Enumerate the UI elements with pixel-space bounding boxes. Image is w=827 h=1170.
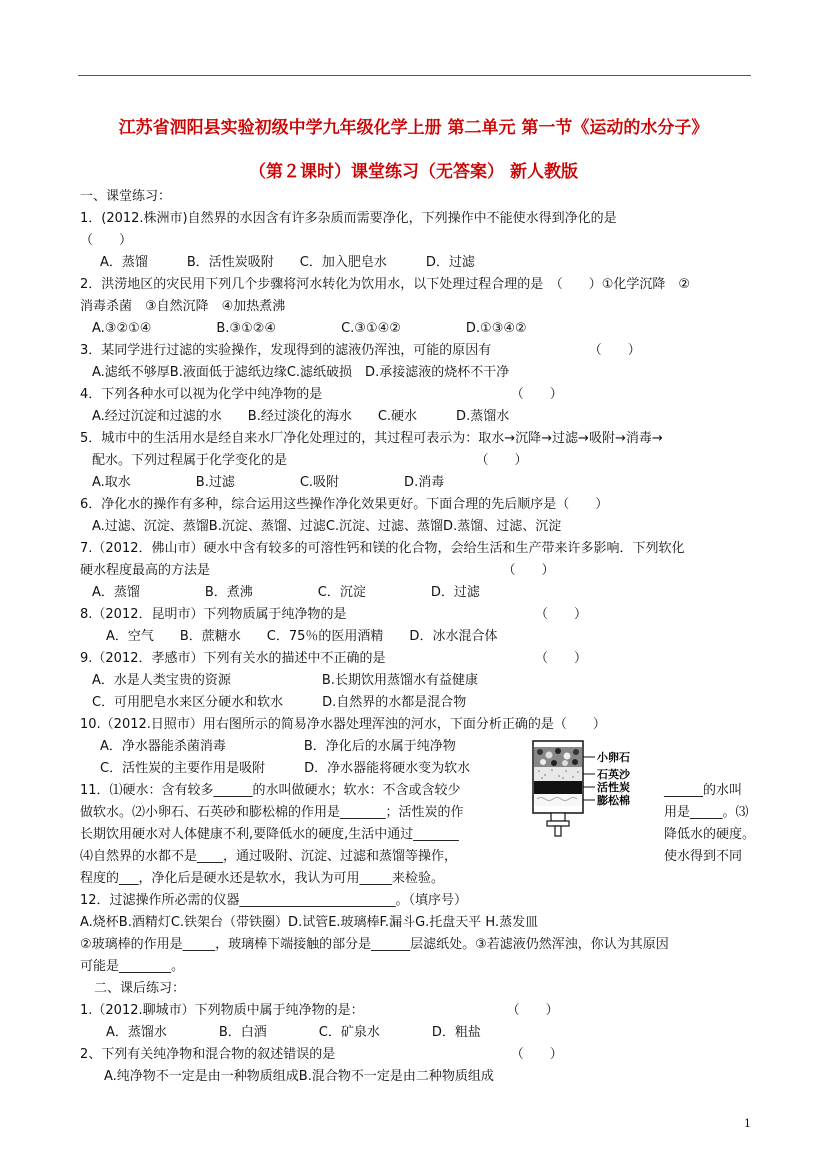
options: A.烧杯B.酒精灯C.铁架台（带铁圈）D.试管E.玻璃棒F.漏斗G.托盘天平 H.蒸发皿 — [80, 915, 539, 930]
question-12: 12．过滤操作所必需的仪器________________________。（填序号） — [80, 893, 468, 908]
question-11: 11．⑴硬水：含有较多______的水叫做硬水；软水：不含或含较少 — [80, 783, 461, 798]
question-7-cont: 硬水程度最高的方法是 （ ） — [80, 563, 555, 578]
options: A.滤纸不够厚B.液面低于滤纸边缘C.滤纸破损 D.承接滤液的烧杯不干净 — [92, 365, 510, 380]
options: A．水是人类宝贵的资源 B.长期饮用蒸馏水有益健康 — [92, 673, 478, 688]
question-2: 2．洪涝地区的灾民用下列几个步骤将河水转化为饮用水，以下处理过程合理的是 （ ）①化学沉降 ② — [80, 277, 691, 292]
section-heading-homework: 二、课后练习： — [94, 981, 186, 996]
homework-question-2: 2、下列有关纯净物和混合物的叙述错误的是 （ ） — [80, 1047, 563, 1062]
options: A.经过沉淀和过滤的水 B.经过淡化的海水 C.硬水 D.蒸馏水 — [92, 409, 510, 424]
options: A.纯净物不一定是由一种物质组成B.混合物不一定是由二种物质组成 — [104, 1069, 494, 1084]
page-number: 1 — [744, 1117, 751, 1130]
question-4: 4．下列各种水可以视为化学中纯净物的是 （ ） — [80, 387, 563, 402]
figure-label-cotton: 膨松棉 — [597, 794, 630, 807]
options: A．净水器能杀菌消毒 B．净化后的水属于纯净物 — [100, 739, 456, 754]
options: A.过滤、沉淀、蒸馏B.沉淀、蒸馏、过滤C.沉淀、过滤、蒸馏D.蒸馏、过滤、沉淀 — [92, 519, 562, 534]
water-purifier-icon — [525, 737, 657, 842]
question-11-right: 使水得到不同 — [664, 849, 743, 864]
options: A．蒸馏 B．煮沸 C．沉淀 D．过滤 — [92, 585, 480, 600]
options: A．蒸馏 B．活性炭吸附 C．加入肥皂水 D．过滤 — [100, 255, 475, 270]
options: C．活性炭的主要作用是吸附 D．净水器能将硬水变为软水 — [100, 761, 471, 776]
homework-question-1: 1.（2012.聊城市）下列物质中属于纯净物的是： （ ） — [80, 1003, 559, 1018]
question-9: 9.（2012．孝感市）下列有关水的描述中不正确的是 （ ） — [80, 651, 587, 666]
header-rule — [78, 75, 751, 76]
question-10: 10.（2012.日照市）用右图所示的简易净水器处理浑浊的河水，下面分析正确的是（ ） — [80, 717, 606, 732]
question-5-cont: 配水。下列过程属于化学变化的是 （ ） — [92, 453, 528, 468]
figure-label-activated-carbon: 活性炭 — [597, 781, 630, 794]
question-7: 7.（2012．佛山市）硬水中含有较多的可溶性钙和镁的化合物，会给生活和生产带来许多影响．下列软化 — [80, 541, 685, 556]
question-8: 8.（2012．昆明市）下列物质属于纯净物的是 （ ） — [80, 607, 587, 622]
question-12-cont: 可能是________。 — [80, 959, 185, 974]
options: A．蒸馏水 B．白酒 C．矿泉水 D．粗盐 — [106, 1025, 481, 1040]
section-heading-classwork: 一、课堂练习： — [80, 189, 172, 204]
question-1: 1．(2012.株洲市)自然界的水因含有许多杂质而需要净化，下列操作中不能使水得到净化的是 — [80, 211, 617, 226]
question-11-line2: 做软水。⑵小卵石、石英砂和膨松棉的作用是_______；活性炭的作 — [80, 805, 464, 820]
document-title-line1: 江苏省泗阳县实验初级中学九年级化学上册 第二单元 第一节《运动的水分子》 — [118, 118, 709, 138]
document-title-line2: （第２课时）课堂练习（无答案） 新人教版 — [249, 162, 578, 182]
options: C．可用肥皂水来区分硬水和软水 D.自然界的水都是混合物 — [92, 695, 467, 710]
answer-bracket: （ ） — [80, 233, 133, 248]
question-3: 3．某同学进行过滤的实验操作，发现得到的滤液仍浑浊，可能的原因有 （ ） — [80, 343, 641, 358]
question-11-line4: ⑷自然界的水都不是____，通过吸附、沉淀、过滤和蒸馏等操作， — [80, 849, 458, 864]
question-11-line5: 程度的___，净化后是硬水还是软水，我认为可用_____来检验。 — [80, 871, 445, 886]
figure-label-quartz-sand: 石英沙 — [597, 768, 630, 781]
question-11-right: 降低水的硬度。 — [664, 827, 756, 842]
question-11-line3: 长期饮用硬水对人体健康不利,要降低水的硬度,生活中通过_______ — [80, 827, 459, 842]
options: A．空气 B．蔗糖水 C．75％的医用酒精 D．冰水混合体 — [106, 629, 498, 644]
question-6: 6．净化水的操作有多种，综合运用这些操作净化效果更好。下面合理的先后顺序是（ ） — [80, 497, 609, 512]
options: A.取水 B.过滤 C.吸附 D.消毒 — [92, 475, 445, 490]
question-5: 5．城市中的生活用水是经自来水厂净化处理过的，其过程可表示为：取水→沉降→过滤→吸附→消毒→ — [80, 431, 663, 446]
question-11-right: 用是_____。⑶ — [664, 805, 749, 820]
figure-label-pebbles: 小卵石 — [597, 751, 630, 764]
question-2-cont: 消毒杀菌 ③自然沉降 ④加热煮沸 — [80, 299, 286, 314]
water-purifier-figure — [525, 737, 657, 842]
question-11-right: ______的水叫 — [664, 783, 743, 798]
options: A.③②①④ B.③①②④ C.③①④② D.①③④② — [92, 321, 527, 336]
question-12-cont: ②玻璃棒的作用是_____，玻璃棒下端接触的部分是______层滤纸处。③若滤液仍然浑浊，你认为其原因 — [80, 937, 669, 952]
